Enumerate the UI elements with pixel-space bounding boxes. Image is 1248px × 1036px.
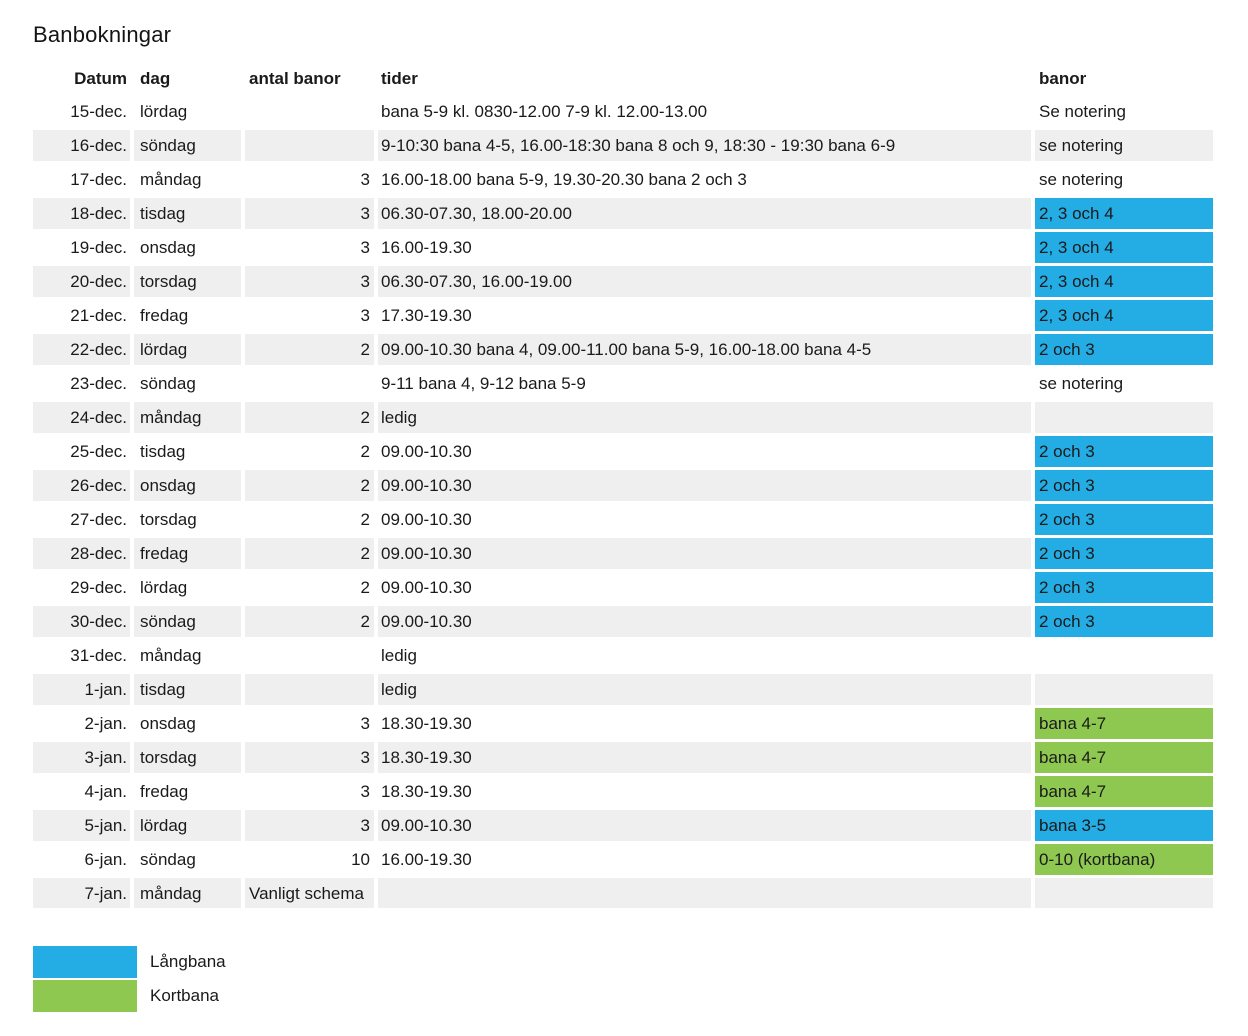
cell-banor-row-12: 2 och 3 — [1035, 470, 1213, 501]
cell-datum-row-22: 5-jan. — [33, 810, 130, 841]
cell-datum-row-20: 3-jan. — [33, 742, 130, 773]
cell-tider-row-11: 09.00-10.30 — [381, 441, 472, 461]
cell-banor-row-15: 2 och 3 — [1035, 572, 1213, 603]
cell-banor-row-16: 2 och 3 — [1035, 606, 1213, 637]
cell-dag-row-13: torsdag — [140, 509, 197, 529]
cell-datum-row-11: 25-dec. — [70, 441, 127, 461]
cell-datum-row-18: 1-jan. — [33, 674, 130, 705]
cell-dag-row-14: fredag — [134, 538, 241, 569]
bookings-grid — [33, 62, 1213, 908]
column-header-banor: banor — [1039, 69, 1087, 88]
cell-antal-row-4: 3 — [245, 198, 374, 229]
cell-tider-row-3: 16.00-18.00 bana 5-9, 19.30-20.30 bana 2 och 3 — [381, 169, 747, 189]
cell-dag-row-22: lördag — [134, 810, 241, 841]
cell-antal-row-14: 2 — [245, 538, 374, 569]
cell-tider-row-9: 9-11 bana 4, 9-12 bana 5-9 — [381, 373, 586, 393]
cell-tider-row-20: 18.30-19.30 — [378, 742, 1031, 773]
cell-datum-row-13: 27-dec. — [70, 509, 127, 529]
cell-banor-row-4: 2, 3 och 4 — [1035, 198, 1213, 229]
cell-tider-row-23: 16.00-19.30 — [381, 849, 472, 869]
cell-datum-row-23: 6-jan. — [84, 849, 127, 869]
cell-tider-row-7: 17.30-19.30 — [381, 305, 472, 325]
cell-tider-row-6: 06.30-07.30, 16.00-19.00 — [378, 266, 1031, 297]
cell-antal-row-24: Vanligt schema — [245, 878, 374, 908]
cell-antal-row-15: 2 — [360, 577, 370, 597]
cell-dag-row-20: torsdag — [134, 742, 241, 773]
cell-datum-row-1: 15-dec. — [70, 101, 127, 121]
cell-antal-row-2 — [245, 130, 374, 161]
cell-banor-row-3: se notering — [1039, 169, 1124, 189]
legend — [33, 946, 226, 1014]
cell-tider-row-1: bana 5-9 kl. 0830-12.00 7-9 kl. 12.00-13.00 — [381, 101, 708, 121]
cell-dag-row-7: fredag — [140, 305, 189, 325]
cell-antal-row-22: 3 — [245, 810, 374, 841]
cell-datum-row-2: 16-dec. — [33, 130, 130, 161]
legend-swatch-long — [33, 946, 137, 978]
cell-antal-row-17 — [245, 640, 374, 671]
cell-banor-row-7: 2, 3 och 4 — [1035, 300, 1213, 331]
cell-datum-row-8: 22-dec. — [33, 334, 130, 365]
cell-tider-row-2: 9-10:30 bana 4-5, 16.00-18:30 bana 8 och 9, 18:30 - 19:30 bana 6-9 — [378, 130, 1031, 161]
cell-dag-row-12: onsdag — [134, 470, 241, 501]
cell-dag-row-21: fredag — [140, 781, 189, 801]
cell-tider-row-22: 09.00-10.30 — [378, 810, 1031, 841]
cell-tider-row-15: 09.00-10.30 — [381, 577, 472, 597]
cell-tider-row-19: 18.30-19.30 — [381, 713, 472, 733]
cell-antal-row-21: 3 — [360, 781, 370, 801]
cell-antal-row-11: 2 — [360, 441, 370, 461]
page-title: Banbokningar — [33, 22, 172, 47]
cell-antal-row-9 — [245, 368, 374, 399]
cell-datum-row-4: 18-dec. — [33, 198, 130, 229]
cell-banor-row-19: bana 4-7 — [1035, 708, 1213, 739]
cell-antal-row-10: 2 — [245, 402, 374, 433]
cell-tider-row-24 — [378, 878, 1031, 908]
cell-tider-row-14: 09.00-10.30 — [378, 538, 1031, 569]
legend-label-long: Långbana — [150, 952, 226, 971]
cell-antal-row-19: 3 — [360, 713, 370, 733]
cell-tider-row-21: 18.30-19.30 — [381, 781, 472, 801]
cell-datum-row-24: 7-jan. — [33, 878, 130, 908]
cell-dag-row-1: lördag — [140, 101, 188, 121]
cell-datum-row-21: 4-jan. — [84, 781, 127, 801]
cell-tider-row-4: 06.30-07.30, 18.00-20.00 — [378, 198, 1031, 229]
legend-label-short: Kortbana — [150, 986, 219, 1005]
cell-banor-row-24 — [1035, 878, 1213, 908]
cell-banor-row-20: bana 4-7 — [1035, 742, 1213, 773]
cell-banor-row-1: Se notering — [1039, 101, 1126, 121]
cell-datum-row-17: 31-dec. — [70, 645, 127, 665]
cell-antal-row-7: 3 — [360, 305, 370, 325]
cell-banor-row-21: bana 4-7 — [1035, 776, 1213, 807]
cell-dag-row-8: lördag — [134, 334, 241, 365]
cell-datum-row-14: 28-dec. — [33, 538, 130, 569]
cell-dag-row-6: torsdag — [134, 266, 241, 297]
cell-dag-row-9: söndag — [140, 373, 196, 393]
cell-dag-row-17: måndag — [140, 645, 202, 665]
cell-antal-row-16: 2 — [245, 606, 374, 637]
cell-tider-row-5: 16.00-19.30 — [381, 237, 472, 257]
cell-banor-row-23: 0-10 (kortbana) — [1035, 844, 1213, 875]
cell-tider-row-12: 09.00-10.30 — [378, 470, 1031, 501]
cell-antal-row-23: 10 — [351, 849, 370, 869]
cell-antal-row-1 — [245, 96, 374, 127]
cell-banor-row-8: 2 och 3 — [1035, 334, 1213, 365]
cell-datum-row-15: 29-dec. — [70, 577, 127, 597]
cell-antal-row-3: 3 — [360, 169, 370, 189]
column-header-tider: tider — [381, 69, 418, 88]
cell-tider-row-16: 09.00-10.30 — [378, 606, 1031, 637]
cell-dag-row-11: tisdag — [140, 441, 186, 461]
cell-datum-row-6: 20-dec. — [33, 266, 130, 297]
bookings-table — [33, 62, 1213, 908]
cell-datum-row-12: 26-dec. — [33, 470, 130, 501]
legend-row-short — [33, 980, 226, 1012]
cell-banor-row-14: 2 och 3 — [1035, 538, 1213, 569]
cell-dag-row-5: onsdag — [140, 237, 196, 257]
cell-dag-row-18: tisdag — [134, 674, 241, 705]
cell-tider-row-17: ledig — [381, 645, 417, 665]
cell-banor-row-18 — [1035, 674, 1213, 705]
cell-datum-row-3: 17-dec. — [70, 169, 127, 189]
column-header-dag: dag — [140, 69, 171, 88]
cell-antal-row-8: 2 — [245, 334, 374, 365]
cell-banor-row-13: 2 och 3 — [1035, 504, 1213, 535]
cell-datum-row-16: 30-dec. — [33, 606, 130, 637]
cell-banor-row-5: 2, 3 och 4 — [1035, 232, 1213, 263]
cell-dag-row-10: måndag — [134, 402, 241, 433]
cell-antal-row-6: 3 — [245, 266, 374, 297]
cell-datum-row-5: 19-dec. — [70, 237, 127, 257]
cell-antal-row-20: 3 — [245, 742, 374, 773]
cell-datum-row-9: 23-dec. — [70, 373, 127, 393]
column-header-antal-banor: antal banor — [249, 69, 341, 88]
cell-antal-row-12: 2 — [245, 470, 374, 501]
cell-banor-row-2: se notering — [1035, 130, 1213, 161]
cell-dag-row-24: måndag — [134, 878, 241, 908]
cell-dag-row-4: tisdag — [134, 198, 241, 229]
cell-tider-row-10: ledig — [378, 402, 1031, 433]
cell-dag-row-2: söndag — [134, 130, 241, 161]
cell-dag-row-3: måndag — [140, 169, 202, 189]
cell-banor-row-6: 2, 3 och 4 — [1035, 266, 1213, 297]
column-header-datum: Datum — [74, 69, 127, 88]
cell-banor-row-11: 2 och 3 — [1035, 436, 1213, 467]
cell-antal-row-18 — [245, 674, 374, 705]
cell-banor-row-17 — [1035, 640, 1213, 671]
cell-dag-row-15: lördag — [140, 577, 188, 597]
cell-banor-row-22: bana 3-5 — [1035, 810, 1213, 841]
cell-datum-row-19: 2-jan. — [84, 713, 127, 733]
cell-banor-row-10 — [1035, 402, 1213, 433]
cell-tider-row-13: 09.00-10.30 — [381, 509, 472, 529]
cell-tider-row-18: ledig — [378, 674, 1031, 705]
cell-dag-row-19: onsdag — [140, 713, 196, 733]
cell-antal-row-5: 3 — [360, 237, 370, 257]
legend-row-long — [33, 946, 226, 978]
cell-tider-row-8: 09.00-10.30 bana 4, 09.00-11.00 bana 5-9, 16.00-18.00 bana 4-5 — [378, 334, 1031, 365]
cell-datum-row-7: 21-dec. — [70, 305, 127, 325]
legend-swatch-short — [33, 980, 137, 1012]
cell-antal-row-13: 2 — [360, 509, 370, 529]
cell-dag-row-23: söndag — [140, 849, 196, 869]
cell-dag-row-16: söndag — [134, 606, 241, 637]
cell-banor-row-9: se notering — [1039, 373, 1124, 393]
cell-datum-row-10: 24-dec. — [33, 402, 130, 433]
